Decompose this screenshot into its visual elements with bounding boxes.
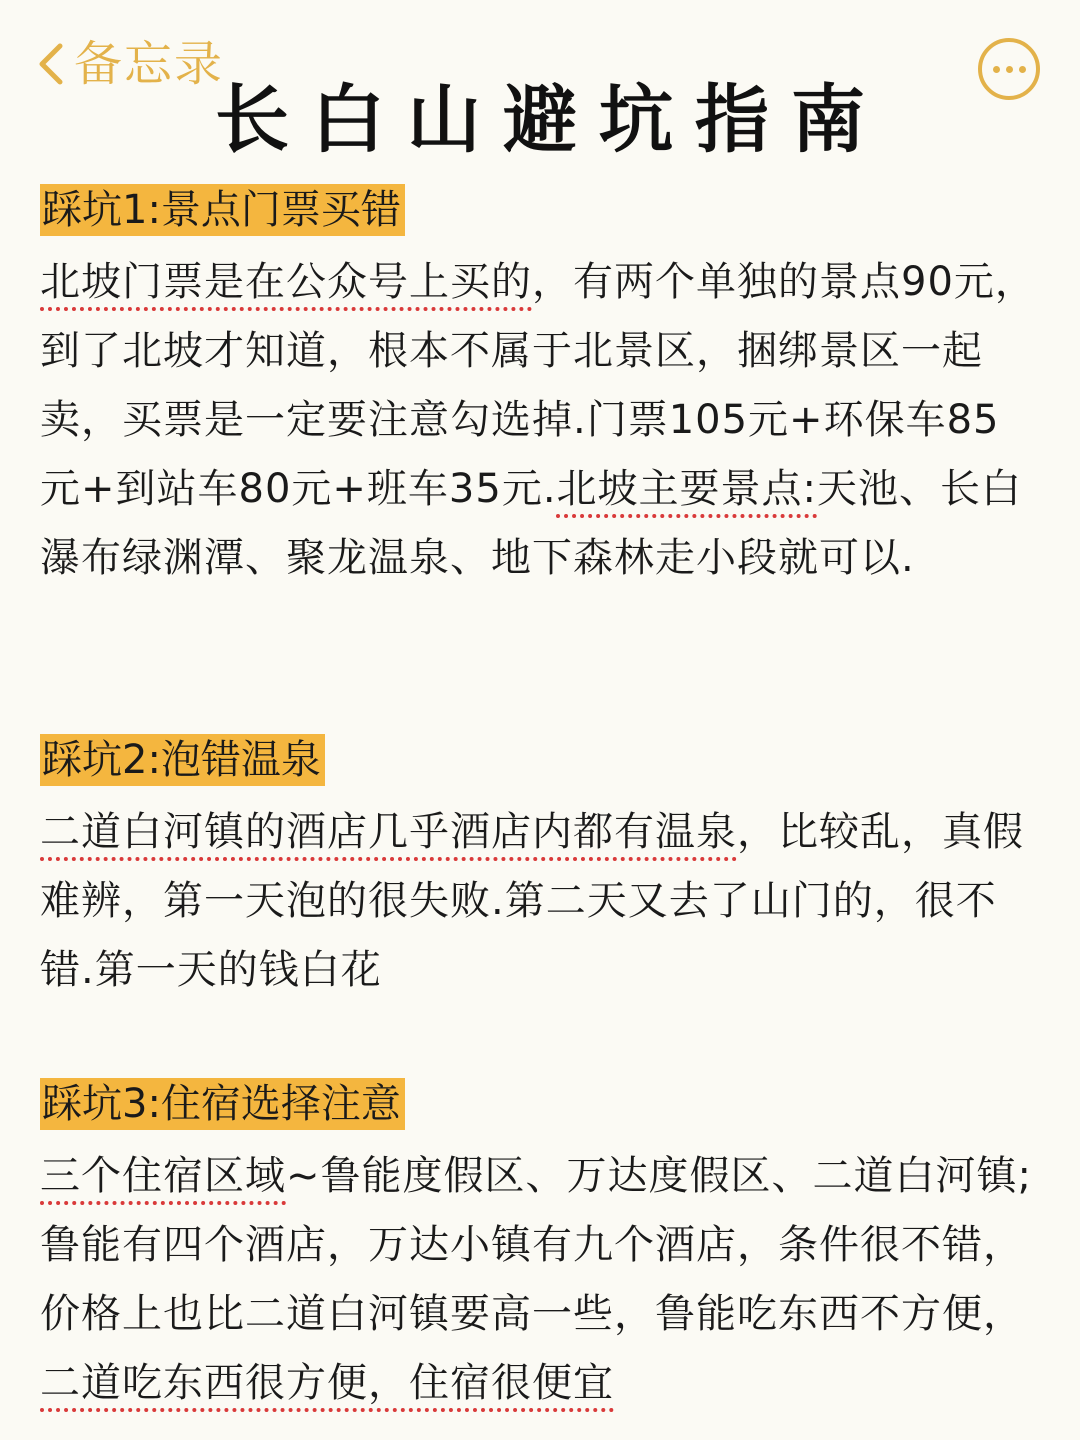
body-text: ，有两个单独的景点90元，到了北坡才知道，根本不属于北景区，捆绑景区一起卖，买票是一定要注意勾选掉.门票105元+环保车85元+到站车80元+班车35元.	[40, 259, 1036, 512]
section-heading: 踩坑1:景点门票买错	[40, 184, 405, 236]
more-horizontal-icon	[993, 66, 1000, 73]
underlined-text: 三个住宿区域	[40, 1153, 286, 1199]
underlined-text: 北坡主要景点:	[556, 466, 818, 512]
section-body	[40, 1142, 1040, 1418]
more-dot	[1019, 66, 1026, 73]
section-body	[40, 798, 1040, 1005]
section-1	[40, 184, 1040, 593]
section-heading: 踩坑2:泡错温泉	[40, 734, 325, 786]
underlined-text: 二道白河镇的酒店几乎酒店内都有温泉	[40, 809, 737, 855]
body-text: ~鲁能度假区、万达度假区、二道白河镇;鲁能有四个酒店，万达小镇有九个酒店，条件很不错，价格上也比二道白河镇要高一些，鲁能吃东西不方便，	[40, 1153, 1032, 1337]
underlined-text: 二道吃东西很方便，住宿很便宜	[40, 1360, 614, 1406]
page-title: 长白山避坑指南	[215, 77, 887, 163]
section-body	[40, 248, 1040, 593]
back-label: 备忘录	[74, 36, 225, 92]
body-text: 天池、长白瀑布绿渊潭、聚龙温泉、地下森林走小段就可以.	[40, 466, 1023, 581]
body-text: ，比较乱，真假难辨，第一天泡的很失败.第二天又去了山门的，很不错.第一天的钱白花	[40, 809, 1024, 993]
more-dot	[1006, 66, 1013, 73]
section-3	[40, 1078, 1040, 1418]
section-heading: 踩坑3:住宿选择注意	[40, 1078, 405, 1130]
underlined-text: 北坡门票是在公众号上买的	[40, 259, 532, 305]
section-2	[40, 734, 1040, 1005]
